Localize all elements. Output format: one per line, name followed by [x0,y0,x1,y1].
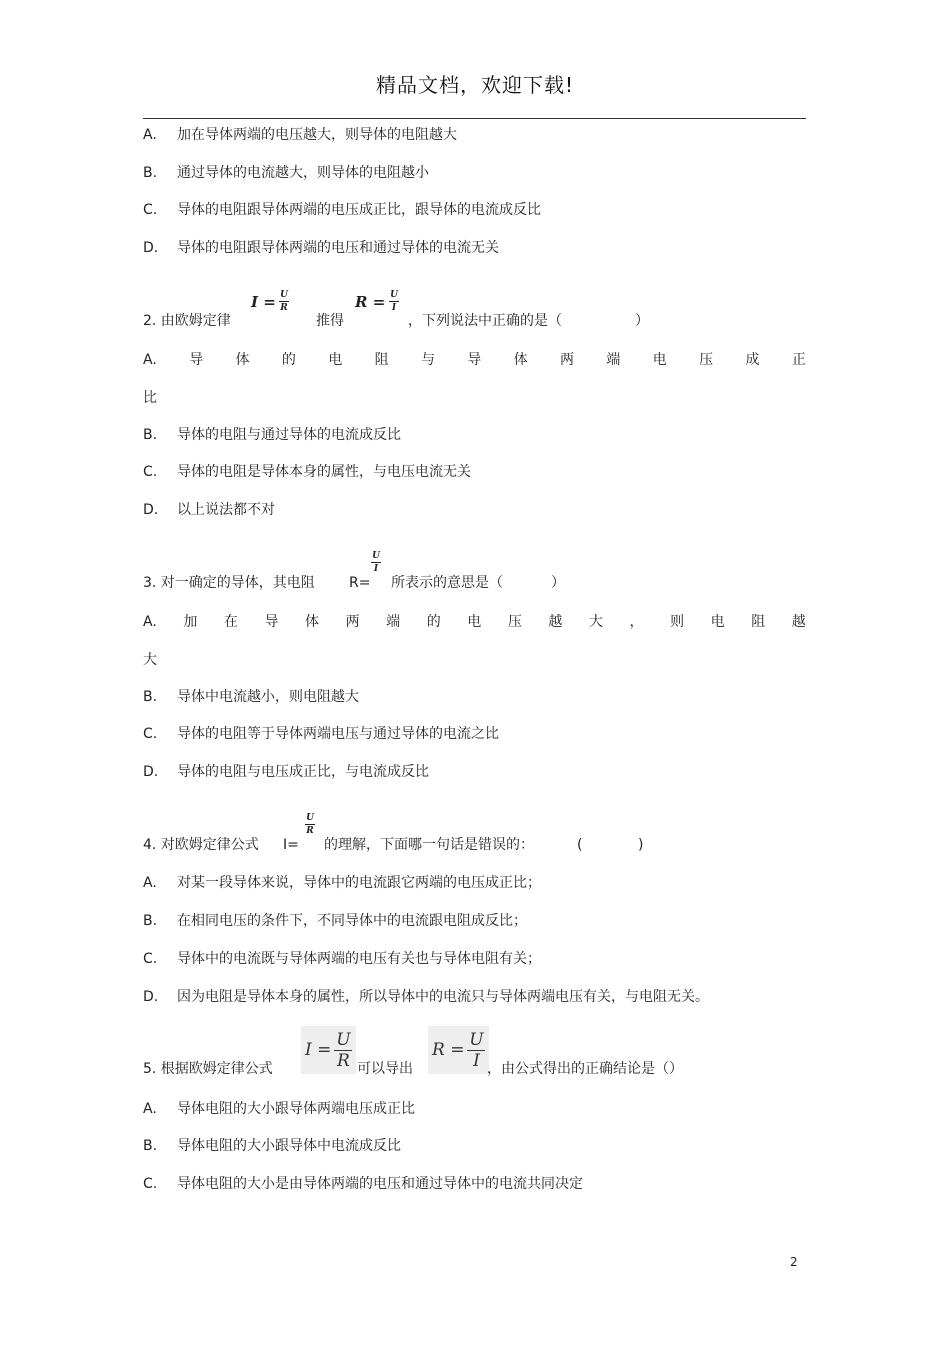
q2-option-a: A. 导 体 的 电 阻 与 导 体 两 端 电 压 成 正 [143,352,806,368]
option-text: 导体电阻的大小跟导体中电流成反比 [177,1138,401,1154]
fraction-numerator: U [306,813,314,823]
option-letter: D. [143,502,159,518]
option-letter: A. [143,127,157,143]
q3-suffix: 所表示的意思是（ [391,575,503,591]
fraction-numerator: U [280,290,288,300]
option-letter: C. [143,951,158,967]
option-text: 导体的电阻与通过导体的电流成反比 [177,427,401,443]
q3-option-a-wrap: 大 [143,652,157,668]
option-text: 导体的电阻等于导体两端电压与通过导体的电流之比 [177,726,499,742]
option-letter: B. [143,689,158,705]
q2-formula1-fraction [279,290,289,313]
option-letter: D. [143,764,159,780]
option-letter: A. [143,352,157,368]
q4-close-paren: ) [638,837,644,853]
option-letter: D. [143,989,159,1005]
option-text: 对某一段导体来说，导体中的电流跟它两端的电压成正比； [177,875,541,891]
option-letter: B. [143,165,158,181]
q5-option-a [143,1099,415,1119]
q2-option-d [143,500,275,520]
q4-prefix: 4. 对欧姆定律公式 [143,837,259,853]
option-letter: A. [143,1101,157,1117]
q2-formula2-lhs: R = [355,293,386,311]
q2-formula1-lhs: I = [251,293,276,311]
fraction-numerator: U [336,1029,351,1050]
option-letter: C. [143,464,158,480]
fraction-denominator: I [473,1050,480,1071]
q1-option-d [143,238,499,258]
option-letter: C. [143,202,158,218]
q3-option-d [143,762,429,782]
option-text: 导体中的电流既与导体两端的电压有关也与导体电阻有关； [177,951,541,967]
q2-prefix: 2. 由欧姆定律 [143,313,231,329]
option-letter: A. [143,614,157,630]
option-text: 导体电阻的大小跟导体两端电压成正比 [177,1101,415,1117]
option-text: 以上说法都不对 [177,502,275,518]
q5-suffix: ，由公式得出的正确结论是（） [487,1061,683,1077]
q5-option-b [143,1136,401,1156]
q5-prefix: 5. 根据欧姆定律公式 [143,1061,273,1077]
q5-middle: 可以导出 [357,1061,413,1077]
page-header-title: 精品文档，欢迎下载! [375,73,575,97]
option-text: 导体的电阻跟导体两端的电压和通过导体的电流无关 [177,240,499,256]
q4-option-b [143,911,527,931]
q3-prefix: 3. 对一确定的导体，其电阻 [143,575,315,591]
option-letter: C. [143,726,158,742]
q4-suffix: 的理解，下面哪一句话是错误的： [324,837,534,853]
option-text: 导体的电阻与电压成正比，与电流成反比 [177,764,429,780]
q3-option-a: A. 加 在 导 体 两 端 的 电 压 越 大 ， 则 电 阻 越 [143,614,806,630]
q2-close-paren: ） [635,313,649,329]
fraction-denominator: I [373,564,379,574]
header-rule [143,118,806,119]
option-text: 在相同电压的条件下，不同导体中的电流跟电阻成反比； [177,913,527,929]
q4-option-c [143,949,541,969]
q2-middle: 推得 [316,313,344,329]
fraction-denominator: I [391,303,397,313]
q1-option-c [143,200,541,220]
q3-close-paren: ） [551,575,565,591]
option-letter: B. [143,427,158,443]
option-letter: A. [143,875,157,891]
page-number: 2 [790,1255,798,1269]
q2-option-b [143,425,401,445]
option-letter: D. [143,240,159,256]
q2-option-a-wrap: 比 [143,390,157,406]
q3-option-c [143,724,499,744]
q4-option-d [143,987,709,1007]
option-letter: B. [143,913,158,929]
option-text: 因为电阻是导体本身的属性，所以导体中的电流只与导体两端电压有关，与电阻无关。 [177,989,709,1005]
fraction-numerator: U [469,1029,484,1050]
q5-formula2 [428,1026,489,1074]
formula-lhs: R = [432,1040,465,1060]
q2-suffix: ，下列说法中正确的是（ [408,313,562,329]
q3-formula-lhs: R= [349,575,371,591]
fraction-denominator: R [336,1050,350,1071]
option-text: 导体电阻的大小是由导体两端的电压和通过导体中的电流共同决定 [177,1176,583,1192]
option-text: 导体的电阻是导体本身的属性，与电压电流无关 [177,464,471,480]
option-text: 导体的电阻跟导体两端的电压成正比，跟导体的电流成反比 [177,202,541,218]
q2-option-c [143,462,471,482]
fraction-numerator: U [390,290,398,300]
q2-formula2-fraction [389,290,399,313]
option-text: 通过导体的电流越大，则导体的电阻越小 [177,165,429,181]
q5-formula1 [301,1026,356,1074]
fraction-numerator: U [372,551,380,561]
q3-option-b [143,687,359,707]
q4-formula-fraction [305,813,315,836]
formula-lhs: I = [305,1040,332,1060]
q1-option-b [143,163,429,183]
q4-option-a [143,873,541,893]
q5-option-c [143,1174,583,1194]
option-letter: C. [143,1176,158,1192]
option-letter: B. [143,1138,158,1154]
fraction-denominator: R [280,303,288,313]
option-text: 加在导体两端的电压越大，则导体的电阻越大 [177,127,457,143]
fraction-denominator: R [306,826,314,836]
q3-formula-fraction [371,551,381,574]
q4-open-paren: ( [577,837,583,853]
q4-formula-lhs: I= [283,837,299,853]
q1-option-a [143,125,457,145]
option-text: 导体中电流越小，则电阻越大 [177,689,359,705]
